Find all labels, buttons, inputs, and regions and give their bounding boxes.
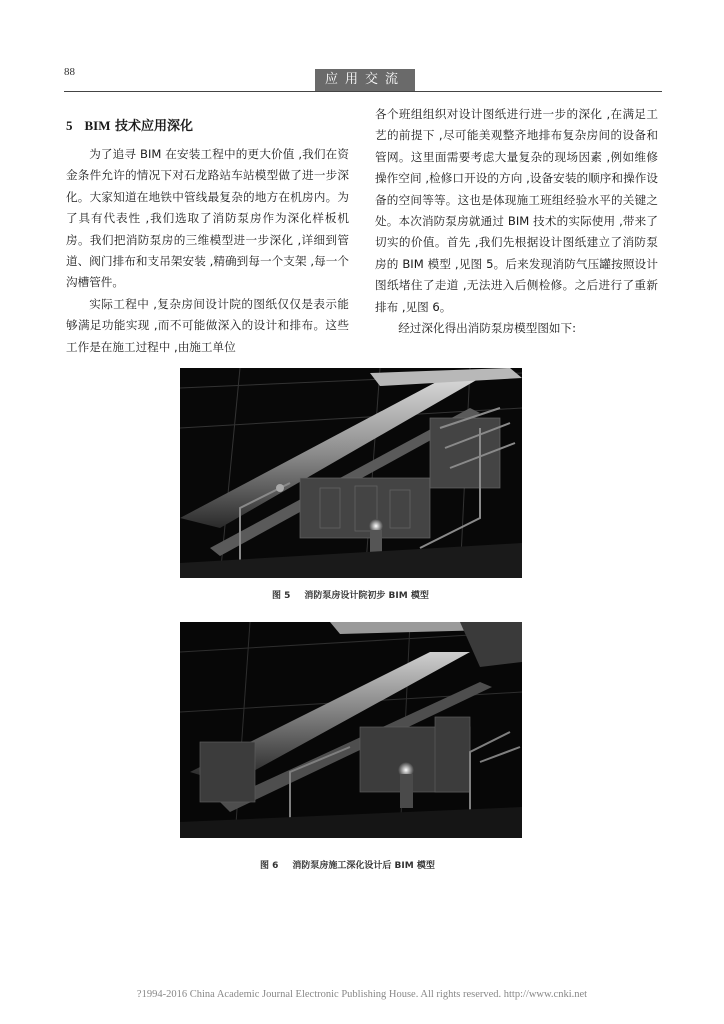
section-title: 技术应用深化	[110, 119, 194, 134]
figure-6-label: 图 6	[260, 861, 279, 871]
page-number: 88	[64, 66, 75, 78]
paragraph-2-continued: 各个班组组织对设计图纸进行进一步的深化 ,在满足工艺的前提下 ,尽可能美观整齐地排布复杂房间的设备和管网。这里面需要考虑大量复杂的现场因素 ,例如维修操作空间 ,检修口开设的方向 ,设备安装的顺序和操作设备的空间等等。这也是体现施工班组经验水平的关键之处。本次消防泵房就通过 BIM 技术的实际使用 ,带来了切实的价值。首先 ,我们先根据设计图纸建立了消防泵房的 BIM 模型 ,见图 5。后来发现消防气压罐按照设计图纸堵住了走道 ,无法进入后侧检修。之后进行了重新排布 ,见图 6。	[375, 107, 658, 314]
left-column	[66, 103, 349, 358]
figure-5-bim-render	[180, 368, 522, 578]
paragraph-2: 实际工程中 ,复杂房间设计院的图纸仅仅是表示能够满足功能实现 ,而不可能做深入的设计和排布。这些工作是在施工过程中 ,由施工单位	[66, 296, 349, 354]
figure-5-caption-text: 消防泵房设计院初步 BIM 模型	[304, 591, 429, 601]
figure-6-caption	[260, 858, 435, 871]
section-title-latin: BIM	[84, 118, 111, 133]
copyright-footer: ?1994-2016 China Academic Journal Electronic Publishing House. All rights reserved. http://www.cnki.net	[136, 989, 588, 1000]
figure-5-caption	[272, 588, 429, 601]
figure-5-label: 图 5	[272, 591, 291, 601]
figure-6-bim-render	[180, 622, 522, 838]
paragraph-1: 为了追寻 BIM 在安装工程中的更大价值 ,我们在资金条件允许的情况下对石龙路站车站模型做了进一步深化。大家知道在地铁中管线最复杂的地方在机房内。为了具有代表性 ,我们选取了消防泵房作为深化样板机房。我们把消防泵房的三维模型进一步深化 ,详细到管道、阀门排布和支吊架安装 ,精确到每一个支架 ,每一个沟槽管件。	[66, 147, 349, 290]
right-column	[375, 104, 658, 339]
column-name: 应用交流	[315, 69, 415, 91]
section-number: 5	[66, 118, 73, 133]
paragraph-3: 经过深化得出消防泵房模型图如下:	[398, 321, 577, 336]
section-heading	[66, 115, 349, 138]
header-rule	[64, 91, 662, 92]
figure-6-caption-text: 消防泵房施工深化设计后 BIM 模型	[292, 861, 435, 871]
